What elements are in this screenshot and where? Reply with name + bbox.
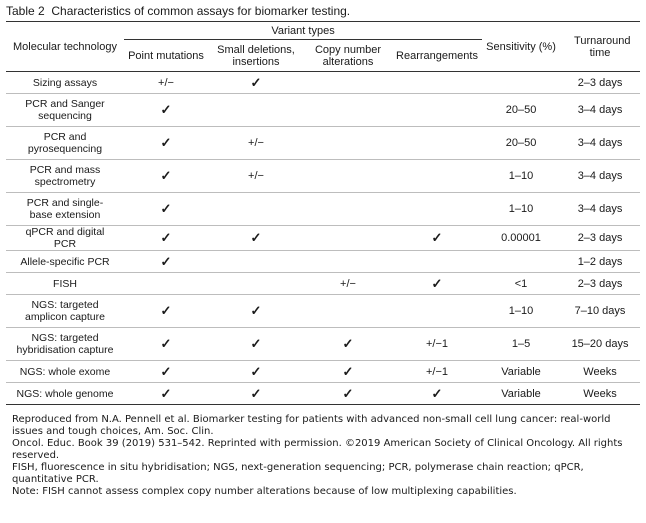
header-sensitivity: Sensitivity (%) (482, 22, 560, 72)
cell-sens: 1–10 (508, 170, 534, 182)
header-copy-number: Copy number alterations (304, 40, 392, 72)
cell-small: +/− (248, 170, 264, 182)
note-citation-2: Oncol. Educ. Book 39 (2019) 531–542. Reprinted with permission. ©2019 American Society of Clinical Oncology. All rights reserved. (12, 438, 623, 461)
note-abbreviations: FISH, fluorescence in situ hybridisation; NGS, next-generation sequencing; PCR, polymerase chain reaction; qPCR, quantitative PCR. (12, 462, 584, 485)
table-number: Table 2 (6, 4, 45, 18)
cell-copy: ✓ (342, 363, 354, 379)
cell-tech: PCR and single-base extension (26, 197, 104, 221)
cell-rearr (392, 193, 482, 226)
table-row (6, 328, 640, 361)
table-notes (12, 414, 632, 498)
table-body (6, 72, 640, 405)
cell-turn: 3–4 days (577, 170, 623, 182)
cell-copy: ✓ (342, 336, 354, 351)
cell-tech: PCR and mass spectrometry (29, 164, 101, 188)
cell-small: ✓ (250, 230, 262, 245)
cell-tech: qPCR and digital PCR (25, 226, 105, 250)
header-point-mutations: Point mutations (124, 40, 208, 72)
header-rearrangements: Rearrangements (392, 40, 482, 72)
cell-small: ✓ (250, 303, 262, 318)
cell-rearr: +/−1 (425, 338, 449, 350)
cell-point: ✓ (160, 102, 172, 117)
cell-rearr (392, 295, 482, 328)
cell-turn: 3–4 days (577, 104, 623, 116)
header-turnaround: Turnaround time (560, 22, 640, 72)
cell-sens: 1–10 (508, 203, 534, 215)
cell-turn: 2–3 days (577, 232, 623, 244)
cell-point: ✓ (160, 385, 172, 401)
cell-copy (304, 193, 392, 226)
cell-turn: Weeks (583, 387, 617, 400)
cell-copy (304, 94, 392, 127)
cell-sens: <1 (514, 277, 528, 290)
cell-turn: 15–20 days (571, 338, 629, 350)
cell-small (208, 251, 304, 273)
cell-tech: NGS: whole genome (16, 387, 114, 400)
cell-point: ✓ (160, 135, 172, 150)
cell-tech: NGS: targeted amplicon capture (25, 299, 105, 323)
header-molecular-technology: Molecular technology (6, 22, 124, 72)
cell-sens: 20–50 (505, 137, 537, 149)
table-caption (6, 4, 350, 18)
cell-copy (304, 295, 392, 328)
cell-copy (304, 127, 392, 160)
cell-turn: 7–10 days (574, 305, 626, 317)
cell-copy (304, 160, 392, 193)
table-title: Characteristics of common assays for biomarker testing. (51, 4, 351, 18)
cell-small: ✓ (250, 385, 262, 401)
cell-sens: 1–10 (508, 305, 534, 317)
cell-tech: PCR and pyrosequencing (27, 131, 103, 155)
table-row (6, 72, 640, 94)
cell-copy (304, 226, 392, 251)
cell-sens: Variable (501, 387, 541, 400)
cell-rearr (392, 127, 482, 160)
cell-rearr: ✓ (431, 275, 443, 291)
cell-copy: ✓ (342, 385, 354, 401)
cell-small: ✓ (250, 363, 262, 379)
cell-rearr (392, 94, 482, 127)
table-row (6, 251, 640, 273)
cell-rearr (392, 72, 482, 94)
cell-turn: Weeks (583, 365, 617, 378)
cell-small: ✓ (250, 336, 262, 351)
cell-sens (482, 72, 560, 94)
cell-small: +/− (248, 137, 264, 149)
table-row (6, 273, 640, 295)
cell-rearr: ✓ (431, 385, 443, 401)
cell-sens: 1–5 (511, 338, 531, 350)
cell-small (208, 273, 304, 295)
cell-tech: Sizing assays (32, 76, 98, 89)
cell-point: ✓ (160, 336, 172, 351)
header-variant-types: Variant types (124, 22, 482, 40)
cell-sens: 0.00001 (501, 232, 541, 244)
table-row (6, 160, 640, 193)
cell-tech: FISH (53, 277, 77, 290)
table-row (6, 361, 640, 383)
assay-table (6, 21, 640, 405)
cell-point: ✓ (160, 303, 172, 318)
cell-sens: 20–50 (505, 104, 537, 116)
cell-sens: Variable (501, 365, 541, 378)
cell-point: ✓ (160, 230, 172, 245)
note-fish: Note: FISH cannot assess complex copy number alterations because of low multiplexing capabilities. (12, 486, 517, 497)
cell-turn: 3–4 days (577, 137, 623, 149)
cell-tech: NGS: targeted hybridisation capture (16, 332, 114, 356)
cell-small (208, 94, 304, 127)
cell-rearr: +/−1 (425, 365, 449, 378)
table-row (6, 383, 640, 405)
table-row (6, 94, 640, 127)
note-citation-1: Reproduced from N.A. Pennell et al. Biomarker testing for patients with advanced non-small cell lung cancer: real-world issues and tough choices, Am. Soc. Clin. (12, 414, 611, 437)
cell-turn: 1–2 days (577, 255, 623, 268)
table-row (6, 226, 640, 251)
cell-copy: +/− (340, 277, 356, 290)
cell-rearr: ✓ (431, 230, 443, 245)
cell-turn: 2–3 days (577, 277, 623, 290)
header-small-deletions: Small deletions, insertions (208, 40, 304, 72)
cell-rearr (392, 251, 482, 273)
cell-tech: PCR and Sanger sequencing (25, 98, 105, 122)
cell-rearr (392, 160, 482, 193)
cell-point: ✓ (160, 201, 172, 216)
cell-copy (304, 251, 392, 273)
cell-point (124, 273, 208, 295)
cell-tech: NGS: whole exome (19, 365, 111, 378)
cell-copy (304, 72, 392, 94)
cell-point: ✓ (160, 168, 172, 183)
cell-point: +/− (158, 76, 174, 89)
cell-turn: 3–4 days (577, 203, 623, 215)
cell-turn: 2–3 days (577, 76, 623, 89)
cell-point: ✓ (160, 363, 172, 379)
table-row (6, 127, 640, 160)
cell-sens (482, 251, 560, 273)
cell-small (208, 193, 304, 226)
cell-tech: Allele-specific PCR (20, 255, 110, 268)
cell-point: ✓ (160, 253, 172, 269)
cell-small: ✓ (250, 74, 262, 90)
table-row (6, 295, 640, 328)
table-row (6, 193, 640, 226)
